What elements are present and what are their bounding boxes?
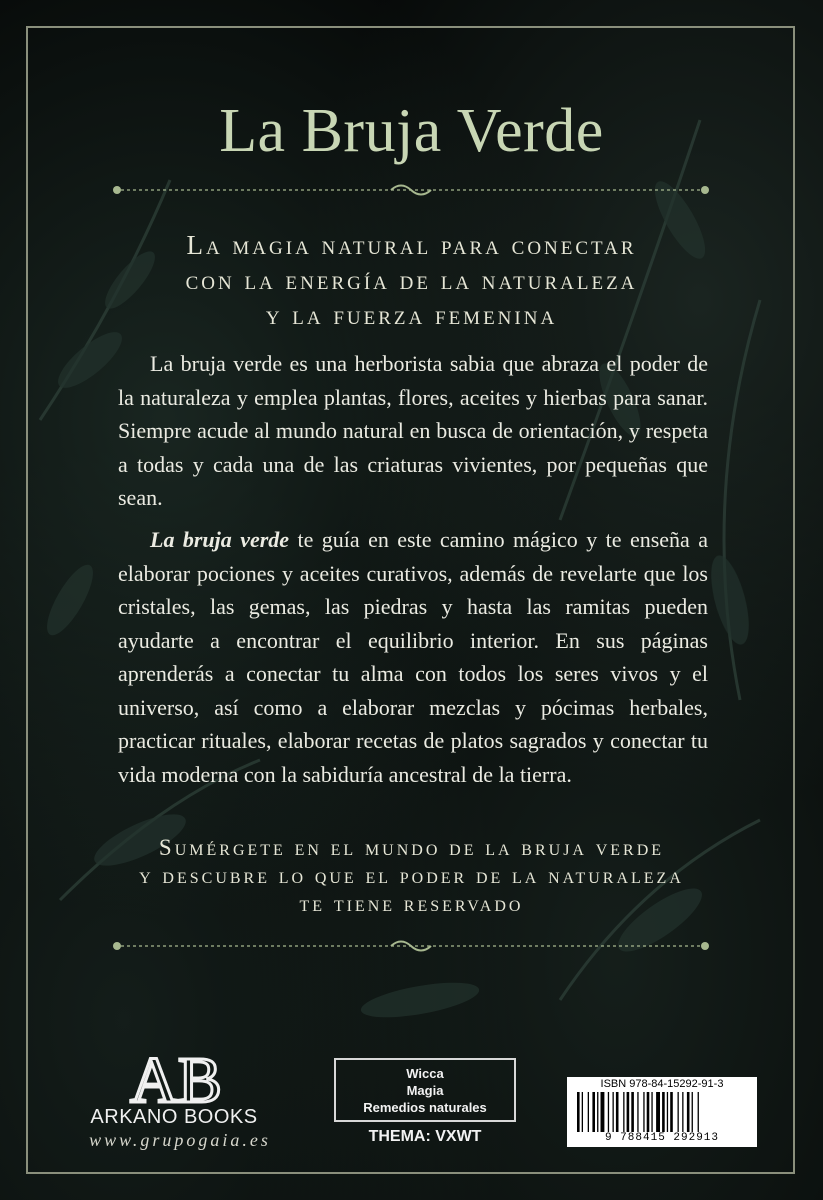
- barcode-bar: [667, 1092, 668, 1132]
- isbn-label: ISBN 978-84-15292-91-3: [600, 1078, 724, 1090]
- barcode-bar: [682, 1092, 683, 1132]
- barcode-bar: [692, 1092, 693, 1132]
- tagline-line: y descubre lo que el poder de la naturaleza: [139, 863, 684, 888]
- book-title-emphasis: La bruja verde: [150, 527, 290, 552]
- barcode-bar: [651, 1092, 652, 1132]
- barcode-bar: [627, 1092, 630, 1132]
- barcode-number: 9 788415 292913: [604, 1132, 720, 1144]
- barcode-bar: [670, 1092, 673, 1132]
- barcode-bar: [577, 1092, 580, 1132]
- category-item: Magia: [406, 1082, 444, 1098]
- barcode-bar: [616, 1092, 619, 1132]
- category-box: [334, 1058, 516, 1122]
- barcode-bar: [592, 1092, 595, 1132]
- tagline-line: Sumérgete en el mundo de la bruja verde: [158, 835, 665, 860]
- tagline-line: te tiene reservado: [299, 891, 524, 916]
- description-paragraph-2: [118, 523, 708, 791]
- barcode-bar: [662, 1092, 665, 1132]
- description-paragraph-1: La bruja verde es una herborista sabia que abraza el poder de la naturaleza y emplea plantas, flores, aceites y hierbas para sanar. Siempre acude al mundo natural en busca de orientación, y respeta a todas y cada una de las criaturas vivientes, por pequeñas que sean.: [118, 351, 708, 510]
- isbn-barcode: [567, 1077, 757, 1147]
- subtitle-line: y la fuerza femenina: [265, 300, 558, 330]
- barcode-bar: [601, 1092, 605, 1132]
- thema-code: THEMA: VXWT: [368, 1128, 482, 1145]
- category-item: Remedios naturales: [363, 1099, 487, 1115]
- arkano-books-logo: [120, 1042, 232, 1112]
- subtitle: [0, 228, 823, 333]
- subtitle-line: La magia natural para conectar: [186, 230, 637, 260]
- barcode-bar: [656, 1092, 660, 1132]
- barcode-bar: [613, 1092, 614, 1132]
- paragraph-2-text: te guía en este camino mágico y te enseña a elaborar pociones y aceites curativos, además de revelarte que los cristales, las gemas, las piedras y hasta las ramitas pueden ayudarte a encontrar el equilibrio interior. En sus páginas aprenderás a conectar tu alma con todos los seres vivos y el universo, así como a elaborar mezclas y pócimas herbales, practicar rituales, elaborar recetas de platos sagrados y conectar tu vida moderna con la sabiduría ancestral de la tierra.: [118, 527, 708, 787]
- barcode-bar: [637, 1092, 638, 1132]
- barcode-bars: [577, 1092, 747, 1132]
- book-title: La Bruja Verde: [219, 97, 604, 165]
- barcode-bar: [678, 1092, 679, 1132]
- barcode-bar: [631, 1092, 634, 1132]
- subtitle-line: con la energía de la naturaleza: [185, 265, 638, 295]
- barcode-bar: [623, 1092, 624, 1132]
- ornament-divider-bottom: [111, 936, 711, 956]
- barcode-bar: [597, 1092, 598, 1132]
- category-item: Wicca: [406, 1065, 444, 1081]
- publisher-url: www.grupogaia.es: [89, 1130, 271, 1150]
- barcode-bar: [643, 1092, 644, 1132]
- barcode-bar: [647, 1092, 650, 1132]
- barcode-bar: [687, 1092, 690, 1132]
- logo-letters: AB: [130, 1044, 222, 1112]
- barcode-bar: [608, 1092, 609, 1132]
- ornament-divider-top: [111, 180, 711, 200]
- closing-tagline: [0, 834, 823, 918]
- barcode-bar: [588, 1092, 589, 1132]
- publisher-name: ARKANO BOOKS: [90, 1106, 258, 1128]
- barcode-bar: [698, 1092, 699, 1132]
- barcode-bar: [582, 1092, 583, 1132]
